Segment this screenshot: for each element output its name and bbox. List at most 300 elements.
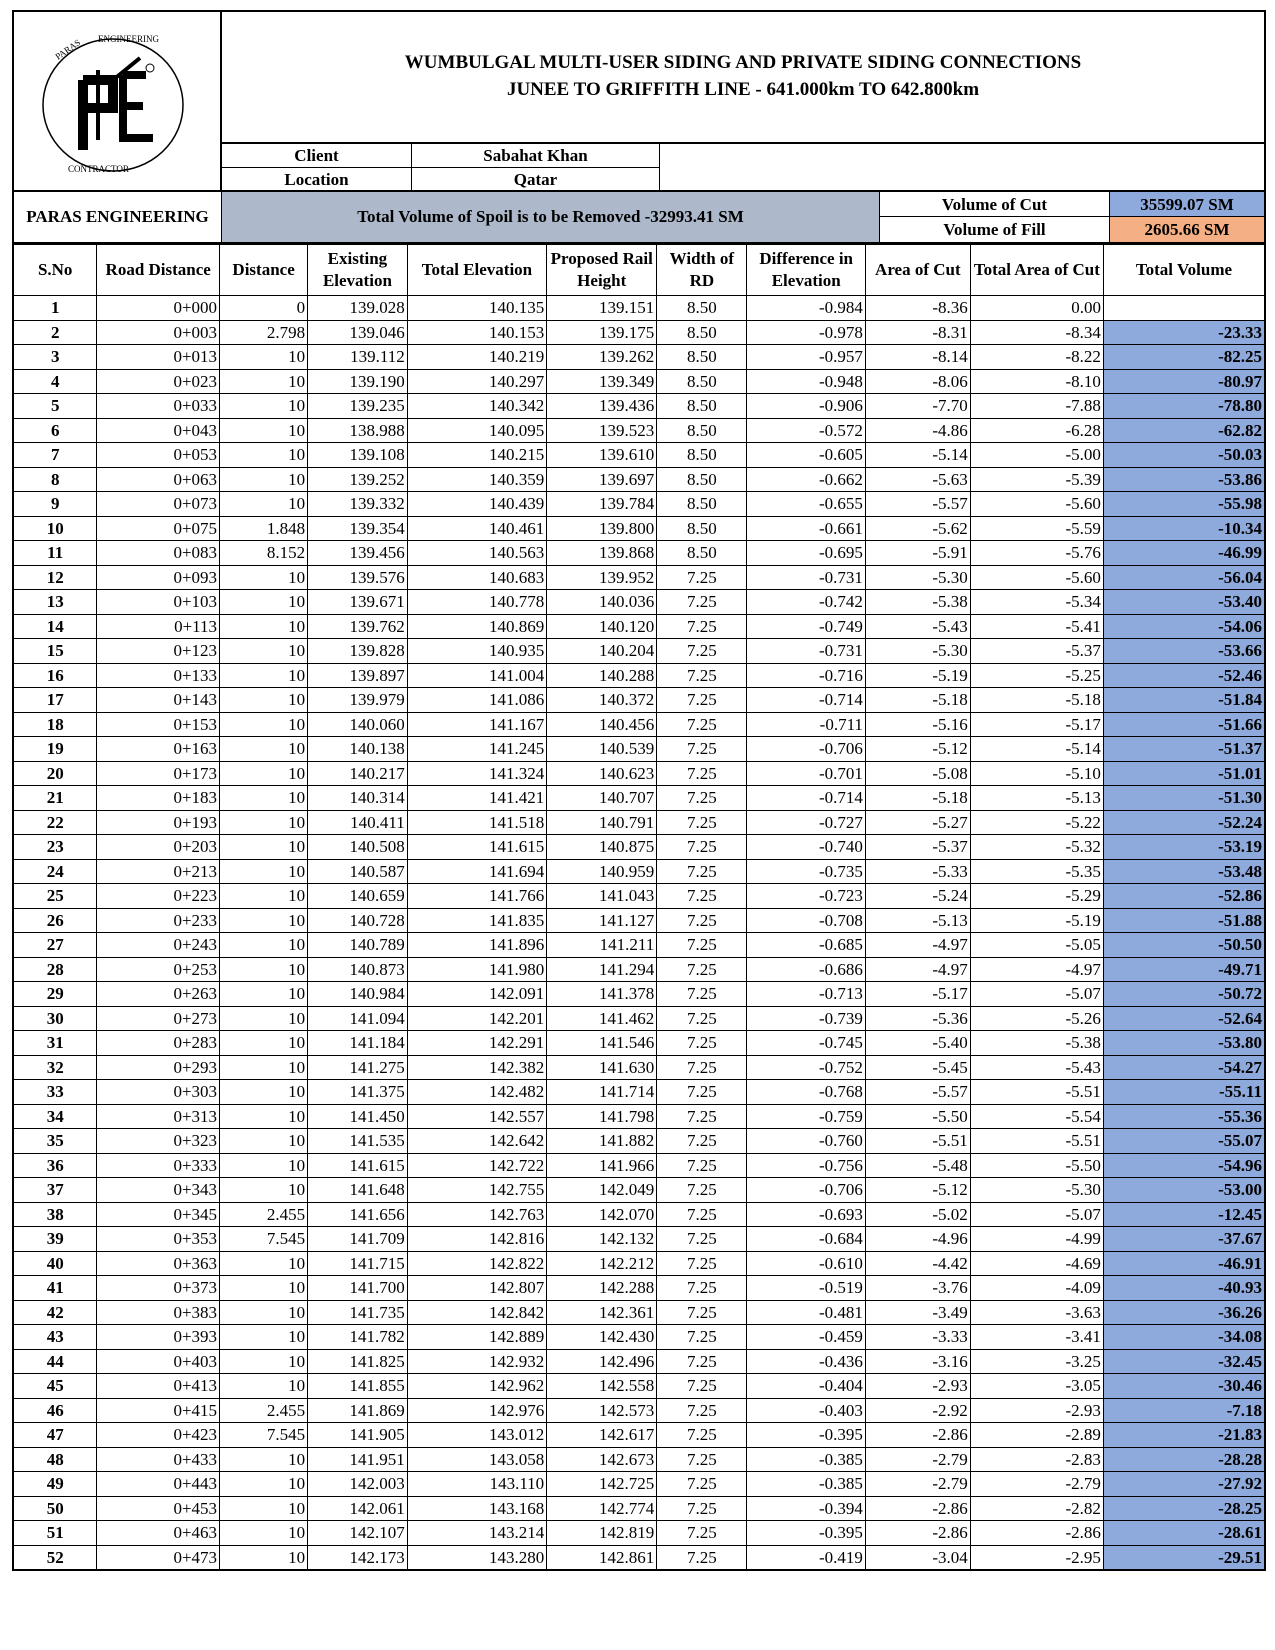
cell-total-elevation: 143.280 — [407, 1545, 546, 1570]
cell-proposed-rail-height: 141.882 — [547, 1129, 657, 1154]
table-row — [13, 810, 1265, 835]
fill-volume-value: 2605.66 SM — [1110, 217, 1264, 242]
cell-road-distance: 0+413 — [97, 1374, 220, 1399]
cell-sno: 50 — [13, 1496, 97, 1521]
cell-width-of-rd: 7.25 — [657, 1227, 747, 1252]
cell-area-of-cut: -3.49 — [865, 1300, 970, 1325]
col-header-proposed-rail-height: Proposed Rail Height — [547, 245, 657, 296]
cell-total-elevation: 142.091 — [407, 982, 546, 1007]
cell-total-elevation: 142.755 — [407, 1178, 546, 1203]
cell-proposed-rail-height: 140.288 — [547, 663, 657, 688]
cell-area-of-cut: -5.48 — [865, 1153, 970, 1178]
cell-difference-in-elevation: -0.519 — [747, 1276, 865, 1301]
cell-sno: 37 — [13, 1178, 97, 1203]
cell-total-volume: -51.37 — [1103, 737, 1265, 762]
cell-road-distance: 0+173 — [97, 761, 220, 786]
cell-difference-in-elevation: -0.716 — [747, 663, 865, 688]
cell-total-area-of-cut: -2.79 — [970, 1472, 1103, 1497]
cell-sno: 1 — [13, 296, 97, 321]
cell-total-elevation: 141.167 — [407, 712, 546, 737]
cell-existing-elevation: 140.508 — [308, 835, 408, 860]
cell-sno: 6 — [13, 418, 97, 443]
cell-total-volume: -51.84 — [1103, 688, 1265, 713]
table-row — [13, 1104, 1265, 1129]
cell-area-of-cut: -5.62 — [865, 516, 970, 541]
cell-area-of-cut: -3.33 — [865, 1325, 970, 1350]
cell-proposed-rail-height: 142.070 — [547, 1202, 657, 1227]
cell-difference-in-elevation: -0.708 — [747, 908, 865, 933]
cell-width-of-rd: 8.50 — [657, 369, 747, 394]
cell-existing-elevation: 140.728 — [308, 908, 408, 933]
cell-sno: 8 — [13, 467, 97, 492]
cell-road-distance: 0+373 — [97, 1276, 220, 1301]
cell-road-distance: 0+293 — [97, 1055, 220, 1080]
cell-difference-in-elevation: -0.404 — [747, 1374, 865, 1399]
cell-difference-in-elevation: -0.742 — [747, 590, 865, 615]
cell-total-elevation: 142.291 — [407, 1031, 546, 1056]
cell-existing-elevation: 141.825 — [308, 1349, 408, 1374]
cell-width-of-rd: 8.50 — [657, 345, 747, 370]
cell-total-elevation: 140.153 — [407, 320, 546, 345]
cell-width-of-rd: 7.25 — [657, 810, 747, 835]
cell-area-of-cut: -5.02 — [865, 1202, 970, 1227]
cell-area-of-cut: -5.38 — [865, 590, 970, 615]
table-row — [13, 663, 1265, 688]
cell-proposed-rail-height: 139.868 — [547, 541, 657, 566]
cell-width-of-rd: 7.25 — [657, 1423, 747, 1448]
cell-existing-elevation: 141.709 — [308, 1227, 408, 1252]
cell-existing-elevation: 140.984 — [308, 982, 408, 1007]
cell-proposed-rail-height: 140.120 — [547, 614, 657, 639]
cell-total-area-of-cut: -5.10 — [970, 761, 1103, 786]
table-row — [13, 614, 1265, 639]
cell-width-of-rd: 7.25 — [657, 1031, 747, 1056]
cell-proposed-rail-height: 142.558 — [547, 1374, 657, 1399]
cell-area-of-cut: -2.92 — [865, 1398, 970, 1423]
cell-difference-in-elevation: -0.684 — [747, 1227, 865, 1252]
cell-width-of-rd: 7.25 — [657, 835, 747, 860]
cell-road-distance: 0+343 — [97, 1178, 220, 1203]
cell-area-of-cut: -4.42 — [865, 1251, 970, 1276]
cell-proposed-rail-height: 141.714 — [547, 1080, 657, 1105]
cell-proposed-rail-height: 142.430 — [547, 1325, 657, 1350]
cell-width-of-rd: 7.25 — [657, 1300, 747, 1325]
cell-road-distance: 0+193 — [97, 810, 220, 835]
table-row — [13, 1398, 1265, 1423]
cell-road-distance: 0+415 — [97, 1398, 220, 1423]
cell-distance: 10 — [220, 982, 308, 1007]
cell-difference-in-elevation: -0.572 — [747, 418, 865, 443]
cell-total-elevation: 141.004 — [407, 663, 546, 688]
cell-total-volume: -53.40 — [1103, 590, 1265, 615]
cell-total-area-of-cut: -5.43 — [970, 1055, 1103, 1080]
cell-total-volume: -82.25 — [1103, 345, 1265, 370]
cell-difference-in-elevation: -0.978 — [747, 320, 865, 345]
cell-difference-in-elevation: -0.745 — [747, 1031, 865, 1056]
cell-distance: 10 — [220, 1447, 308, 1472]
col-header-total-volume: Total Volume — [1103, 245, 1265, 296]
cell-proposed-rail-height: 142.819 — [547, 1521, 657, 1546]
cell-total-elevation: 141.324 — [407, 761, 546, 786]
cell-road-distance: 0+433 — [97, 1447, 220, 1472]
total-spoil-volume: Total Volume of Spoil is to be Removed -32993.41 SM — [222, 192, 880, 242]
cell-total-area-of-cut: -5.38 — [970, 1031, 1103, 1056]
cell-total-area-of-cut: -5.30 — [970, 1178, 1103, 1203]
cell-total-volume: -51.30 — [1103, 786, 1265, 811]
cell-total-volume: -55.36 — [1103, 1104, 1265, 1129]
cell-sno: 43 — [13, 1325, 97, 1350]
cell-road-distance: 0+043 — [97, 418, 220, 443]
cell-total-volume: -54.27 — [1103, 1055, 1265, 1080]
cell-total-volume: -53.66 — [1103, 639, 1265, 664]
cell-proposed-rail-height: 141.966 — [547, 1153, 657, 1178]
cell-road-distance: 0+353 — [97, 1227, 220, 1252]
cell-road-distance: 0+093 — [97, 565, 220, 590]
cell-total-elevation: 141.245 — [407, 737, 546, 762]
cell-road-distance: 0+243 — [97, 933, 220, 958]
cell-total-elevation: 140.297 — [407, 369, 546, 394]
cell-total-volume: -27.92 — [1103, 1472, 1265, 1497]
cell-existing-elevation: 140.060 — [308, 712, 408, 737]
cell-area-of-cut: -8.14 — [865, 345, 970, 370]
cell-road-distance: 0+163 — [97, 737, 220, 762]
fill-volume-label: Volume of Fill — [880, 217, 1110, 242]
table-row — [13, 1423, 1265, 1448]
cell-distance: 2.798 — [220, 320, 308, 345]
cell-difference-in-elevation: -0.481 — [747, 1300, 865, 1325]
table-row — [13, 345, 1265, 370]
cell-difference-in-elevation: -0.749 — [747, 614, 865, 639]
cell-total-area-of-cut: -5.60 — [970, 565, 1103, 590]
cell-total-area-of-cut: -2.89 — [970, 1423, 1103, 1448]
table-header-row — [13, 245, 1265, 296]
cell-width-of-rd: 8.50 — [657, 467, 747, 492]
cell-existing-elevation: 140.873 — [308, 957, 408, 982]
cell-road-distance: 0+263 — [97, 982, 220, 1007]
table-row — [13, 1031, 1265, 1056]
cell-sno: 16 — [13, 663, 97, 688]
document-header — [12, 10, 1266, 192]
cell-total-elevation: 142.962 — [407, 1374, 546, 1399]
cell-total-area-of-cut: -3.63 — [970, 1300, 1103, 1325]
cell-sno: 11 — [13, 541, 97, 566]
cell-sno: 14 — [13, 614, 97, 639]
col-header-total-elevation: Total Elevation — [407, 245, 546, 296]
cell-sno: 23 — [13, 835, 97, 860]
cell-existing-elevation: 141.782 — [308, 1325, 408, 1350]
svg-text:CONTRACTOR: CONTRACTOR — [68, 164, 129, 174]
cell-sno: 12 — [13, 565, 97, 590]
cell-total-volume: -55.07 — [1103, 1129, 1265, 1154]
cell-existing-elevation: 139.112 — [308, 345, 408, 370]
table-row — [13, 492, 1265, 517]
cell-total-elevation: 140.439 — [407, 492, 546, 517]
cell-sno: 33 — [13, 1080, 97, 1105]
table-row — [13, 1374, 1265, 1399]
cell-total-area-of-cut: -5.32 — [970, 835, 1103, 860]
cell-area-of-cut: -5.43 — [865, 614, 970, 639]
cell-area-of-cut: -2.86 — [865, 1521, 970, 1546]
cell-sno: 2 — [13, 320, 97, 345]
cell-total-area-of-cut: -5.34 — [970, 590, 1103, 615]
cell-distance: 7.545 — [220, 1423, 308, 1448]
cell-total-volume: -78.80 — [1103, 394, 1265, 419]
cell-difference-in-elevation: -0.906 — [747, 394, 865, 419]
table-row — [13, 908, 1265, 933]
table-row — [13, 1202, 1265, 1227]
cell-proposed-rail-height: 141.127 — [547, 908, 657, 933]
cell-proposed-rail-height: 140.539 — [547, 737, 657, 762]
cell-width-of-rd: 7.25 — [657, 1153, 747, 1178]
cell-road-distance: 0+203 — [97, 835, 220, 860]
cell-existing-elevation: 140.138 — [308, 737, 408, 762]
cell-sno: 48 — [13, 1447, 97, 1472]
cell-sno: 39 — [13, 1227, 97, 1252]
cell-road-distance: 0+363 — [97, 1251, 220, 1276]
cell-total-volume: -50.50 — [1103, 933, 1265, 958]
cell-area-of-cut: -4.86 — [865, 418, 970, 443]
cell-distance: 8.152 — [220, 541, 308, 566]
cell-difference-in-elevation: -0.948 — [747, 369, 865, 394]
cell-proposed-rail-height: 142.861 — [547, 1545, 657, 1570]
table-row — [13, 1300, 1265, 1325]
cell-width-of-rd: 8.50 — [657, 296, 747, 321]
cell-distance: 10 — [220, 859, 308, 884]
cell-area-of-cut: -5.13 — [865, 908, 970, 933]
cell-existing-elevation: 142.173 — [308, 1545, 408, 1570]
cell-sno: 10 — [13, 516, 97, 541]
cell-existing-elevation: 141.869 — [308, 1398, 408, 1423]
cell-total-area-of-cut: -5.22 — [970, 810, 1103, 835]
cell-distance: 10 — [220, 835, 308, 860]
cell-total-area-of-cut: -5.14 — [970, 737, 1103, 762]
cell-area-of-cut: -2.79 — [865, 1472, 970, 1497]
cell-width-of-rd: 7.25 — [657, 1325, 747, 1350]
cell-road-distance: 0+273 — [97, 1006, 220, 1031]
cell-total-volume: -30.46 — [1103, 1374, 1265, 1399]
cell-total-elevation: 141.980 — [407, 957, 546, 982]
client-label: Client — [222, 144, 412, 168]
cell-total-elevation: 140.095 — [407, 418, 546, 443]
cell-proposed-rail-height: 141.043 — [547, 884, 657, 909]
cell-total-area-of-cut: -2.82 — [970, 1496, 1103, 1521]
cell-difference-in-elevation: -0.713 — [747, 982, 865, 1007]
cell-width-of-rd: 7.25 — [657, 712, 747, 737]
cell-total-volume: -46.99 — [1103, 541, 1265, 566]
cell-total-volume: -12.45 — [1103, 1202, 1265, 1227]
svg-text:ENGINEERING: ENGINEERING — [98, 34, 159, 44]
cell-area-of-cut: -5.36 — [865, 1006, 970, 1031]
cell-proposed-rail-height: 142.288 — [547, 1276, 657, 1301]
table-row — [13, 1178, 1265, 1203]
cell-area-of-cut: -5.91 — [865, 541, 970, 566]
cell-total-volume: -54.06 — [1103, 614, 1265, 639]
cell-road-distance: 0+153 — [97, 712, 220, 737]
table-row — [13, 1251, 1265, 1276]
cell-area-of-cut: -5.14 — [865, 443, 970, 468]
cell-sno: 29 — [13, 982, 97, 1007]
cell-total-elevation: 142.201 — [407, 1006, 546, 1031]
cell-area-of-cut: -5.51 — [865, 1129, 970, 1154]
cell-road-distance: 0+073 — [97, 492, 220, 517]
cell-width-of-rd: 7.25 — [657, 663, 747, 688]
cell-total-area-of-cut: -2.95 — [970, 1545, 1103, 1570]
cell-distance: 10 — [220, 1104, 308, 1129]
cell-distance: 10 — [220, 1325, 308, 1350]
cell-road-distance: 0+223 — [97, 884, 220, 909]
cell-road-distance: 0+403 — [97, 1349, 220, 1374]
table-row — [13, 1325, 1265, 1350]
cell-distance: 10 — [220, 712, 308, 737]
table-row — [13, 320, 1265, 345]
cell-width-of-rd: 7.25 — [657, 1374, 747, 1399]
table-row — [13, 443, 1265, 468]
cell-total-volume: -80.97 — [1103, 369, 1265, 394]
cell-distance: 10 — [220, 908, 308, 933]
cell-total-elevation: 140.563 — [407, 541, 546, 566]
table-row — [13, 957, 1265, 982]
cell-width-of-rd: 8.50 — [657, 541, 747, 566]
cell-sno: 20 — [13, 761, 97, 786]
cell-total-elevation: 141.896 — [407, 933, 546, 958]
cell-road-distance: 0+183 — [97, 786, 220, 811]
cell-proposed-rail-height: 140.456 — [547, 712, 657, 737]
cell-distance: 10 — [220, 590, 308, 615]
cell-distance: 10 — [220, 663, 308, 688]
cell-proposed-rail-height: 140.623 — [547, 761, 657, 786]
cell-distance: 10 — [220, 1545, 308, 1570]
cell-total-area-of-cut: -2.86 — [970, 1521, 1103, 1546]
cell-difference-in-elevation: -0.605 — [747, 443, 865, 468]
cell-sno: 5 — [13, 394, 97, 419]
table-row — [13, 1447, 1265, 1472]
cell-distance: 10 — [220, 1080, 308, 1105]
cell-total-area-of-cut: -5.50 — [970, 1153, 1103, 1178]
cut-volume-label: Volume of Cut — [880, 192, 1110, 217]
cell-area-of-cut: -5.18 — [865, 688, 970, 713]
cell-total-elevation: 143.214 — [407, 1521, 546, 1546]
cell-total-volume: -40.93 — [1103, 1276, 1265, 1301]
cell-existing-elevation: 139.046 — [308, 320, 408, 345]
cell-proposed-rail-height: 139.436 — [547, 394, 657, 419]
cell-total-elevation: 142.557 — [407, 1104, 546, 1129]
cell-distance: 10 — [220, 786, 308, 811]
table-row — [13, 1545, 1265, 1570]
cell-total-elevation: 142.976 — [407, 1398, 546, 1423]
cell-difference-in-elevation: -0.711 — [747, 712, 865, 737]
cell-existing-elevation: 141.700 — [308, 1276, 408, 1301]
cell-sno: 38 — [13, 1202, 97, 1227]
cell-difference-in-elevation: -0.685 — [747, 933, 865, 958]
cell-width-of-rd: 7.25 — [657, 1055, 747, 1080]
cell-width-of-rd: 7.25 — [657, 1447, 747, 1472]
cell-proposed-rail-height: 140.791 — [547, 810, 657, 835]
cell-distance: 10 — [220, 394, 308, 419]
cell-distance: 10 — [220, 467, 308, 492]
cell-existing-elevation: 140.411 — [308, 810, 408, 835]
cell-road-distance: 0+133 — [97, 663, 220, 688]
cell-total-volume: -53.80 — [1103, 1031, 1265, 1056]
cell-sno: 41 — [13, 1276, 97, 1301]
cell-sno: 31 — [13, 1031, 97, 1056]
cell-road-distance: 0+333 — [97, 1153, 220, 1178]
cell-total-area-of-cut: -5.29 — [970, 884, 1103, 909]
cell-total-area-of-cut: -3.41 — [970, 1325, 1103, 1350]
cell-distance: 10 — [220, 933, 308, 958]
cell-total-area-of-cut: -5.13 — [970, 786, 1103, 811]
location-value: Qatar — [412, 168, 660, 192]
cell-area-of-cut: -5.57 — [865, 1080, 970, 1105]
svg-text:PARAS: PARAS — [53, 37, 83, 62]
cell-distance: 10 — [220, 443, 308, 468]
cell-total-elevation: 143.058 — [407, 1447, 546, 1472]
cell-width-of-rd: 7.25 — [657, 1398, 747, 1423]
cell-proposed-rail-height: 141.798 — [547, 1104, 657, 1129]
cell-existing-elevation: 139.979 — [308, 688, 408, 713]
cell-total-area-of-cut: -5.59 — [970, 516, 1103, 541]
cell-area-of-cut: -2.93 — [865, 1374, 970, 1399]
cell-sno: 35 — [13, 1129, 97, 1154]
cell-area-of-cut: -5.57 — [865, 492, 970, 517]
table-row — [13, 1276, 1265, 1301]
cell-total-elevation: 140.215 — [407, 443, 546, 468]
cell-proposed-rail-height: 142.573 — [547, 1398, 657, 1423]
cell-sno: 25 — [13, 884, 97, 909]
cell-total-volume: -52.24 — [1103, 810, 1265, 835]
cell-distance: 10 — [220, 1276, 308, 1301]
cell-proposed-rail-height: 140.372 — [547, 688, 657, 713]
cell-difference-in-elevation: -0.655 — [747, 492, 865, 517]
cell-existing-elevation: 141.094 — [308, 1006, 408, 1031]
cell-distance: 10 — [220, 565, 308, 590]
cell-sno: 30 — [13, 1006, 97, 1031]
cell-sno: 17 — [13, 688, 97, 713]
cell-road-distance: 0+383 — [97, 1300, 220, 1325]
table-row — [13, 1006, 1265, 1031]
cell-total-area-of-cut: -5.17 — [970, 712, 1103, 737]
cell-total-area-of-cut: -5.51 — [970, 1080, 1103, 1105]
cell-existing-elevation: 139.671 — [308, 590, 408, 615]
cell-proposed-rail-height: 139.784 — [547, 492, 657, 517]
cell-width-of-rd: 7.25 — [657, 590, 747, 615]
cell-difference-in-elevation: -0.701 — [747, 761, 865, 786]
cell-road-distance: 0+253 — [97, 957, 220, 982]
cell-total-volume: -51.01 — [1103, 761, 1265, 786]
cell-difference-in-elevation: -0.385 — [747, 1472, 865, 1497]
cell-difference-in-elevation: -0.740 — [747, 835, 865, 860]
cell-total-elevation: 141.421 — [407, 786, 546, 811]
cell-difference-in-elevation: -0.714 — [747, 786, 865, 811]
cell-width-of-rd: 7.25 — [657, 1129, 747, 1154]
col-header-area-of-cut: Area of Cut — [865, 245, 970, 296]
cell-width-of-rd: 7.25 — [657, 957, 747, 982]
cell-total-volume: -55.98 — [1103, 492, 1265, 517]
cell-difference-in-elevation: -0.395 — [747, 1521, 865, 1546]
cell-total-area-of-cut: -5.35 — [970, 859, 1103, 884]
cell-proposed-rail-height: 139.175 — [547, 320, 657, 345]
cell-existing-elevation: 139.828 — [308, 639, 408, 664]
table-row — [13, 1129, 1265, 1154]
cell-existing-elevation: 141.535 — [308, 1129, 408, 1154]
cell-proposed-rail-height: 139.262 — [547, 345, 657, 370]
cell-proposed-rail-height: 142.361 — [547, 1300, 657, 1325]
cell-width-of-rd: 7.25 — [657, 1276, 747, 1301]
table-row — [13, 418, 1265, 443]
cell-road-distance: 0+345 — [97, 1202, 220, 1227]
cell-distance: 1.848 — [220, 516, 308, 541]
col-header-total-area-of-cut: Total Area of Cut — [970, 245, 1103, 296]
cell-difference-in-elevation: -0.984 — [747, 296, 865, 321]
